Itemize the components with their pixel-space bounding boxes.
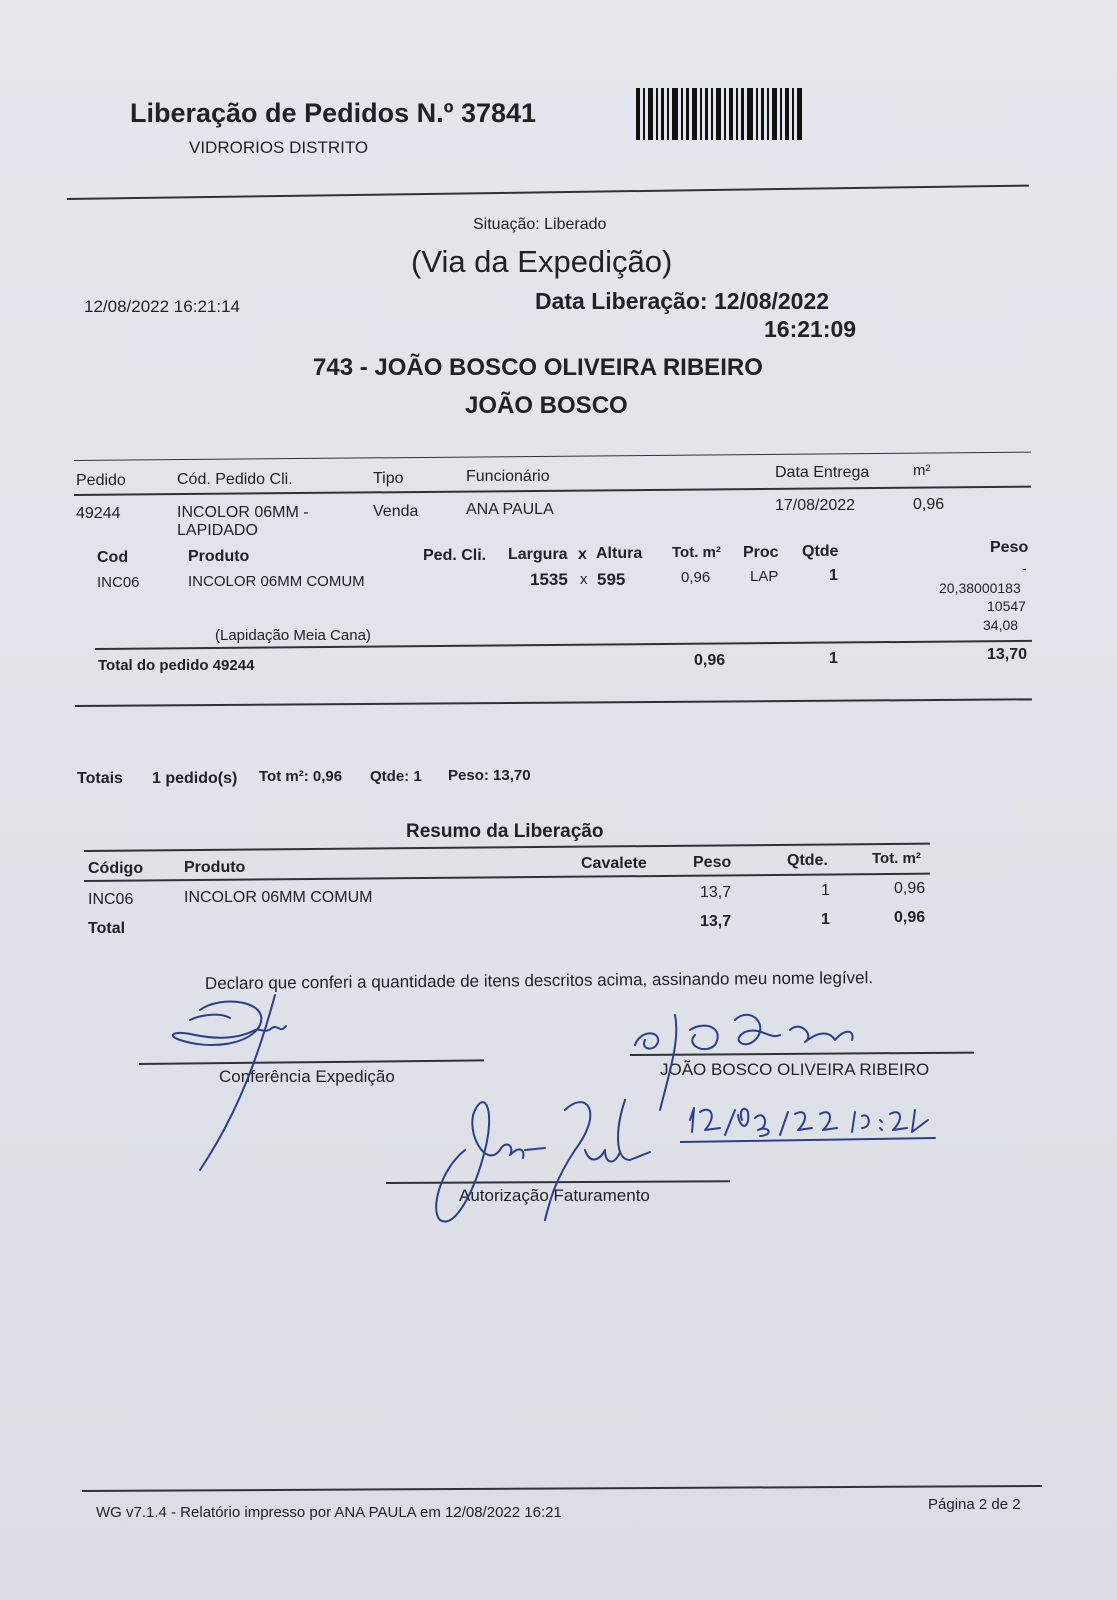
- client-order-code-line1: INCOLOR 06MM -: [177, 504, 309, 521]
- client-short-name: JOÃO BOSCO: [465, 392, 628, 419]
- summary-weight: 13,7: [700, 884, 732, 901]
- handwritten-date: [680, 1100, 960, 1150]
- summary-tot-m2: 0,96: [894, 880, 926, 897]
- summary-total-quantity: 1: [821, 911, 830, 928]
- col-header-funcionario: Funcionário: [466, 468, 550, 485]
- conferencia-label: Conferência Expedição: [219, 1067, 395, 1086]
- item-height: 595: [597, 570, 626, 589]
- conferencia-signature-scribble: [160, 990, 310, 1180]
- delivery-date: 17/08/2022: [775, 497, 856, 514]
- summary-quantity: 1: [821, 882, 830, 899]
- header-divider: [67, 185, 1029, 200]
- item-header-qtde: Qtde: [802, 543, 839, 560]
- item-width: 1535: [530, 570, 568, 589]
- summary-total-label: Total: [88, 920, 126, 937]
- summary-title: Resumo da Liberação: [406, 821, 604, 842]
- totals-quantity: Qtde: 1: [370, 768, 422, 785]
- order-m2: 0,96: [913, 496, 945, 513]
- item-weight-line2: 20,38000183: [939, 580, 1021, 596]
- footer-divider: [82, 1485, 1042, 1492]
- item-process: LAP: [750, 568, 779, 585]
- print-timestamp: 12/08/2022 16:21:14: [84, 297, 240, 316]
- item-header-altura: Altura: [596, 545, 643, 562]
- release-date: Data Liberação: 12/08/2022: [535, 288, 830, 314]
- footer-printed-by: WG v7.1.4 - Relatório impresso por ANA PAULA em 12/08/2022 16:21: [96, 1504, 562, 1521]
- employee-name: ANA PAULA: [466, 501, 554, 518]
- item-processing-note: (Lapidação Meia Cana): [215, 627, 371, 644]
- situation-status: Situação: Liberado: [473, 216, 607, 233]
- totals-m2: Tot m²: 0,96: [259, 768, 343, 785]
- item-quantity: 1: [829, 567, 838, 584]
- item-header-ped-cli: Ped. Cli.: [423, 547, 487, 564]
- summary-total-weight: 13,7: [700, 913, 732, 930]
- col-header-data-entrega: Data Entrega: [775, 464, 870, 481]
- col-header-cod-pedido-cli: Cód. Pedido Cli.: [177, 471, 293, 488]
- item-header-x: x: [578, 546, 587, 563]
- autorizacao-label: Autorização Faturamento: [459, 1186, 650, 1205]
- order-table-top-line: [74, 452, 1031, 461]
- order-type: Venda: [373, 503, 419, 520]
- company-name: VIDRORIOS DISTRITO: [189, 138, 369, 157]
- summary-header-cavalete: Cavalete: [581, 855, 647, 872]
- summary-header-qtde: Qtde.: [787, 852, 828, 869]
- item-weight-line4: 34,08: [983, 617, 1019, 633]
- item-weight-line3: 10547: [987, 598, 1026, 614]
- item-header-largura: Largura: [508, 546, 568, 563]
- summary-product: INCOLOR 06MM COMUM: [184, 889, 373, 906]
- order-total-label: Total do pedido 49244: [98, 657, 255, 674]
- item-header-proc: Proc: [743, 544, 779, 561]
- client-name: 743 - JOÃO BOSCO OLIVEIRA RIBEIRO: [313, 354, 763, 381]
- summary-header-codigo: Código: [88, 860, 144, 877]
- summary-code: INC06: [88, 891, 134, 908]
- summary-header-tot-m2: Tot. m²: [872, 850, 921, 867]
- autorizacao-signature-scribble: [425, 1090, 655, 1230]
- col-header-m2: m²: [913, 462, 931, 479]
- barcode: [636, 88, 806, 140]
- order-total-m2: 0,96: [694, 652, 726, 669]
- item-header-tot-m2: Tot. m²: [672, 544, 721, 561]
- order-table-bottom-line: [75, 698, 1032, 707]
- client-order-code-line2: LAPIDADO: [177, 522, 258, 539]
- totals-label: Totais: [77, 770, 123, 787]
- summary-total-tot-m2: 0,96: [894, 909, 926, 926]
- col-header-tipo: Tipo: [373, 470, 404, 487]
- item-tot-m2: 0,96: [681, 569, 711, 586]
- order-number: 49244: [76, 505, 121, 522]
- item-code: INC06: [97, 574, 140, 591]
- item-header-peso: Peso: [990, 539, 1029, 556]
- client-signature-name: JOÃO BOSCO OLIVEIRA RIBEIRO: [660, 1060, 930, 1079]
- totals-weight: Peso: 13,70: [448, 767, 531, 784]
- page-number: Página 2 de 2: [928, 1496, 1021, 1513]
- copy-label: (Via da Expedição): [411, 244, 673, 279]
- summary-top-line: [84, 843, 930, 852]
- item-header-produto: Produto: [188, 548, 250, 565]
- document-title: Liberação de Pedidos N.º 37841: [130, 98, 537, 128]
- order-total-quantity: 1: [829, 650, 838, 667]
- item-header-cod: Cod: [97, 549, 129, 566]
- release-time: 16:21:09: [764, 316, 857, 342]
- item-dimension-separator: x: [580, 571, 588, 588]
- order-total-weight: 13,70: [987, 646, 1028, 663]
- item-weight-dash: -: [1022, 560, 1027, 576]
- summary-header-produto: Produto: [184, 859, 246, 876]
- col-header-pedido: Pedido: [76, 472, 126, 489]
- summary-header-peso: Peso: [693, 854, 732, 871]
- declaration-text: Declaro que conferi a quantidade de itens descritos acima, assinando meu nome legível.: [204, 968, 874, 993]
- item-product: INCOLOR 06MM COMUM: [188, 573, 365, 590]
- totals-order-count: 1 pedido(s): [152, 770, 238, 787]
